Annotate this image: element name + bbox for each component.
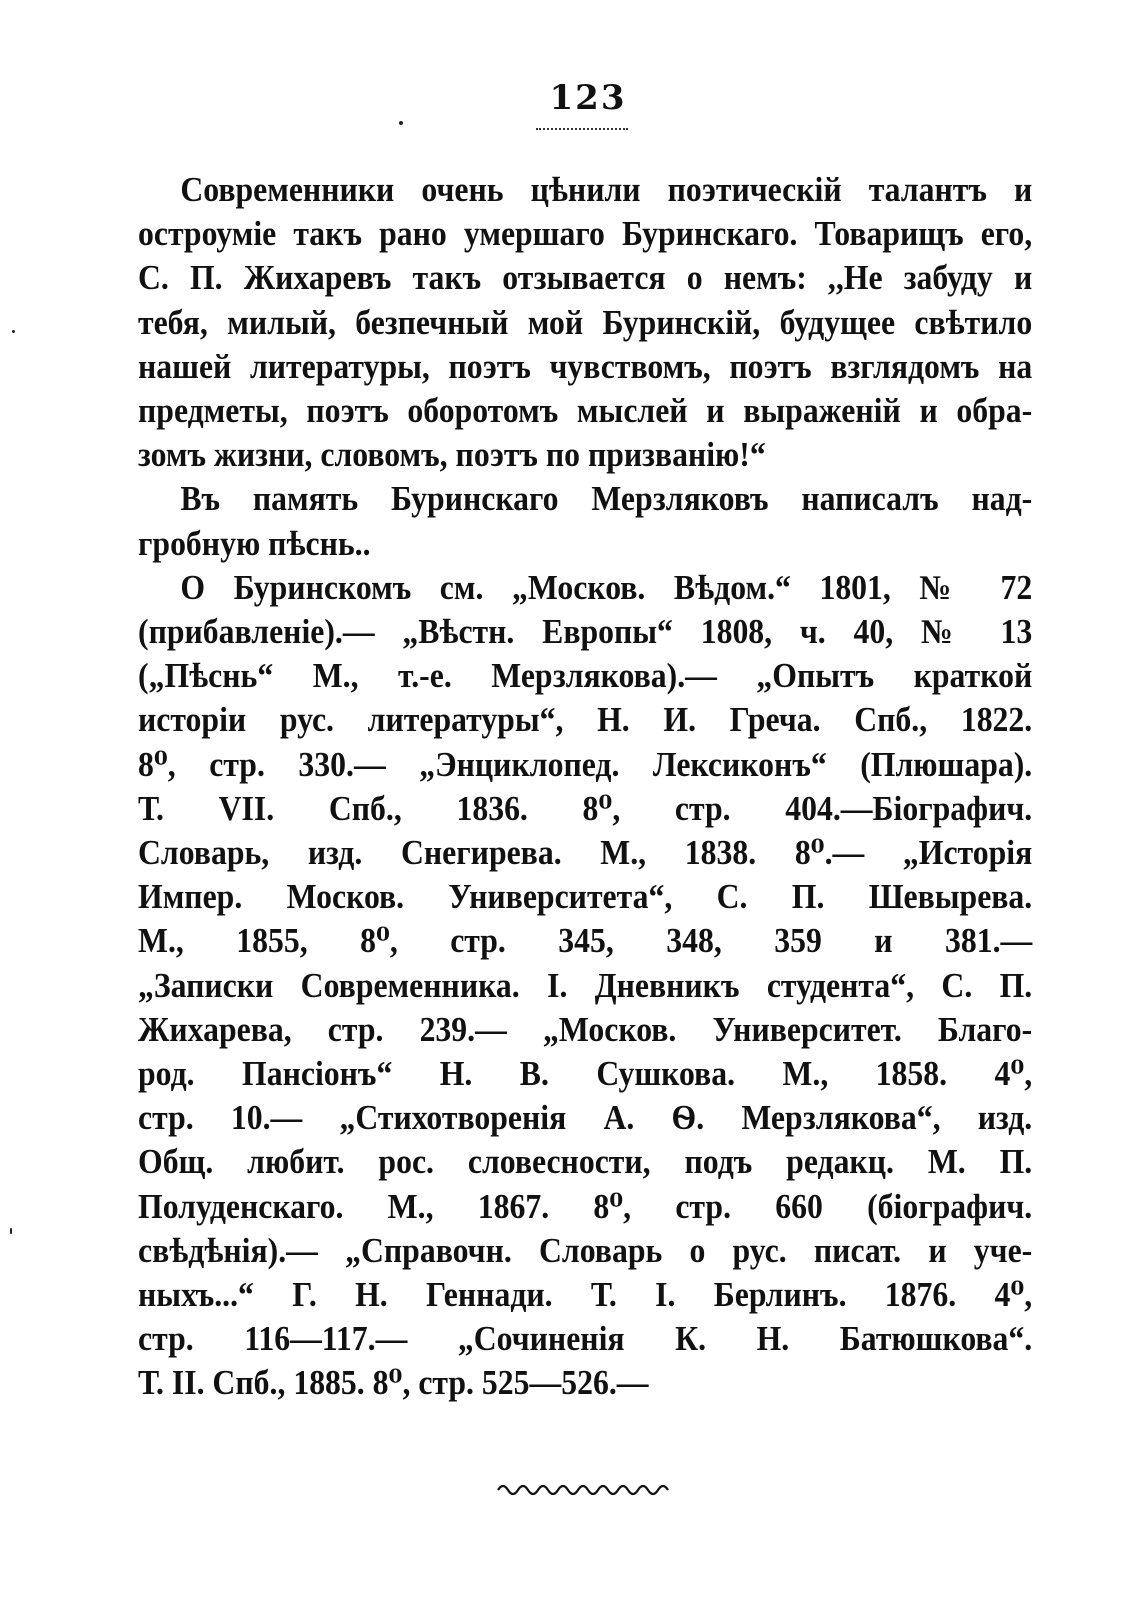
text-line: Импер. Москов. Университета“, С. П. Шевырева.: [138, 878, 1033, 917]
text-line: Т. II. Спб., 1885. 8⁰, стр. 525—526.—: [138, 1364, 649, 1403]
text-line: Въ память Буринскаго Мерзляковъ написалъ над-: [180, 480, 1033, 519]
text-line: предметы, поэтъ оборотомъ мыслей и выраженій и обра-: [138, 392, 1033, 431]
text-line: стр. 116—117.— „Сочиненія К. Н. Батюшкова“.: [138, 1320, 1033, 1359]
text-line: 8⁰, стр. 330.— „Энциклопед. Лексиконъ“ (Плюшара).: [138, 745, 1033, 784]
text-line: стр. 10.— „Стихотворенія А. Ѳ. Мерзлякова“, изд.: [138, 1099, 1033, 1138]
text-line: Современники очень цѣнили поэтическій талантъ и: [180, 171, 1033, 209]
text-line: Общ. любит. рос. словесности, подъ редакц. М. П.: [138, 1143, 1033, 1182]
text-line: (прибавленіе).— „Вѣстн. Европы“ 1808, ч. 40, № 13: [138, 613, 1033, 652]
body-text: [138, 168, 1032, 1406]
text-line: М., 1855, 8⁰, стр. 345, 348, 359 и 381.—: [138, 922, 1033, 961]
text-line: нашей литературы, поэтъ чувствомъ, поэтъ взглядомъ на: [138, 347, 1033, 386]
text-line: „Записки Современника. I. Дневникъ студента“, С. П.: [138, 966, 1033, 1005]
text-line: Полуденскаго. М., 1867. 8⁰, стр. 660 (біографич.: [138, 1187, 1033, 1226]
text-line: С. П. Жихаревъ такъ отзывается о немъ: ,,Не забуду и: [138, 259, 1033, 298]
text-line: гробную пѣснь..: [138, 524, 371, 563]
page-number: 123: [549, 78, 627, 118]
page-number-underline: [536, 128, 628, 130]
paragraph: [138, 168, 1032, 477]
text-line: ныхъ...“ Г. Н. Геннади. Т. I. Берлинъ. 1876. 4⁰,: [138, 1276, 1033, 1315]
text-line: тебя, милый, безпечный мой Буринскій, будущее свѣтило: [138, 303, 1033, 342]
paragraph: [138, 477, 1032, 565]
text-line: Т. VII. Спб., 1836. 8⁰, стр. 404.—Біографич.: [138, 789, 1033, 828]
text-line: исторіи рус. литературы“, Н. И. Греча. Спб., 1822.: [138, 701, 1033, 740]
text-line: Жихарева, стр. 239.— „Москов. Университет. Благо-: [138, 1010, 1033, 1049]
bibliography-paragraph: [138, 566, 1032, 1406]
end-ornament: [496, 1482, 676, 1496]
text-line: („Пѣснь“ М., т.-е. Мерзлякова).— „Опытъ краткой: [138, 657, 1033, 696]
stray-mark: [10, 1228, 12, 1234]
text-line: остроуміе такъ рано умершаго Буринскаго. Товарищъ его,: [138, 215, 1033, 254]
text-line: род. Пансіонъ“ Н. В. Сушкова. М., 1858. 4⁰,: [138, 1055, 1033, 1094]
text-line: О Буринскомъ см. „Москов. Вѣдом.“ 1801, № 72: [180, 568, 1033, 607]
stray-mark: [399, 121, 403, 125]
text-line: свѣдѣнія).— „Справочн. Словарь о рус. писат. и уче-: [138, 1231, 1033, 1270]
text-line: зомъ жизни, словомъ, поэтъ по призванію!“: [138, 436, 766, 475]
stray-mark: [12, 330, 15, 333]
text-line: Словарь, изд. Снегирева. М., 1838. 8⁰.— „Исторія: [138, 834, 1033, 873]
